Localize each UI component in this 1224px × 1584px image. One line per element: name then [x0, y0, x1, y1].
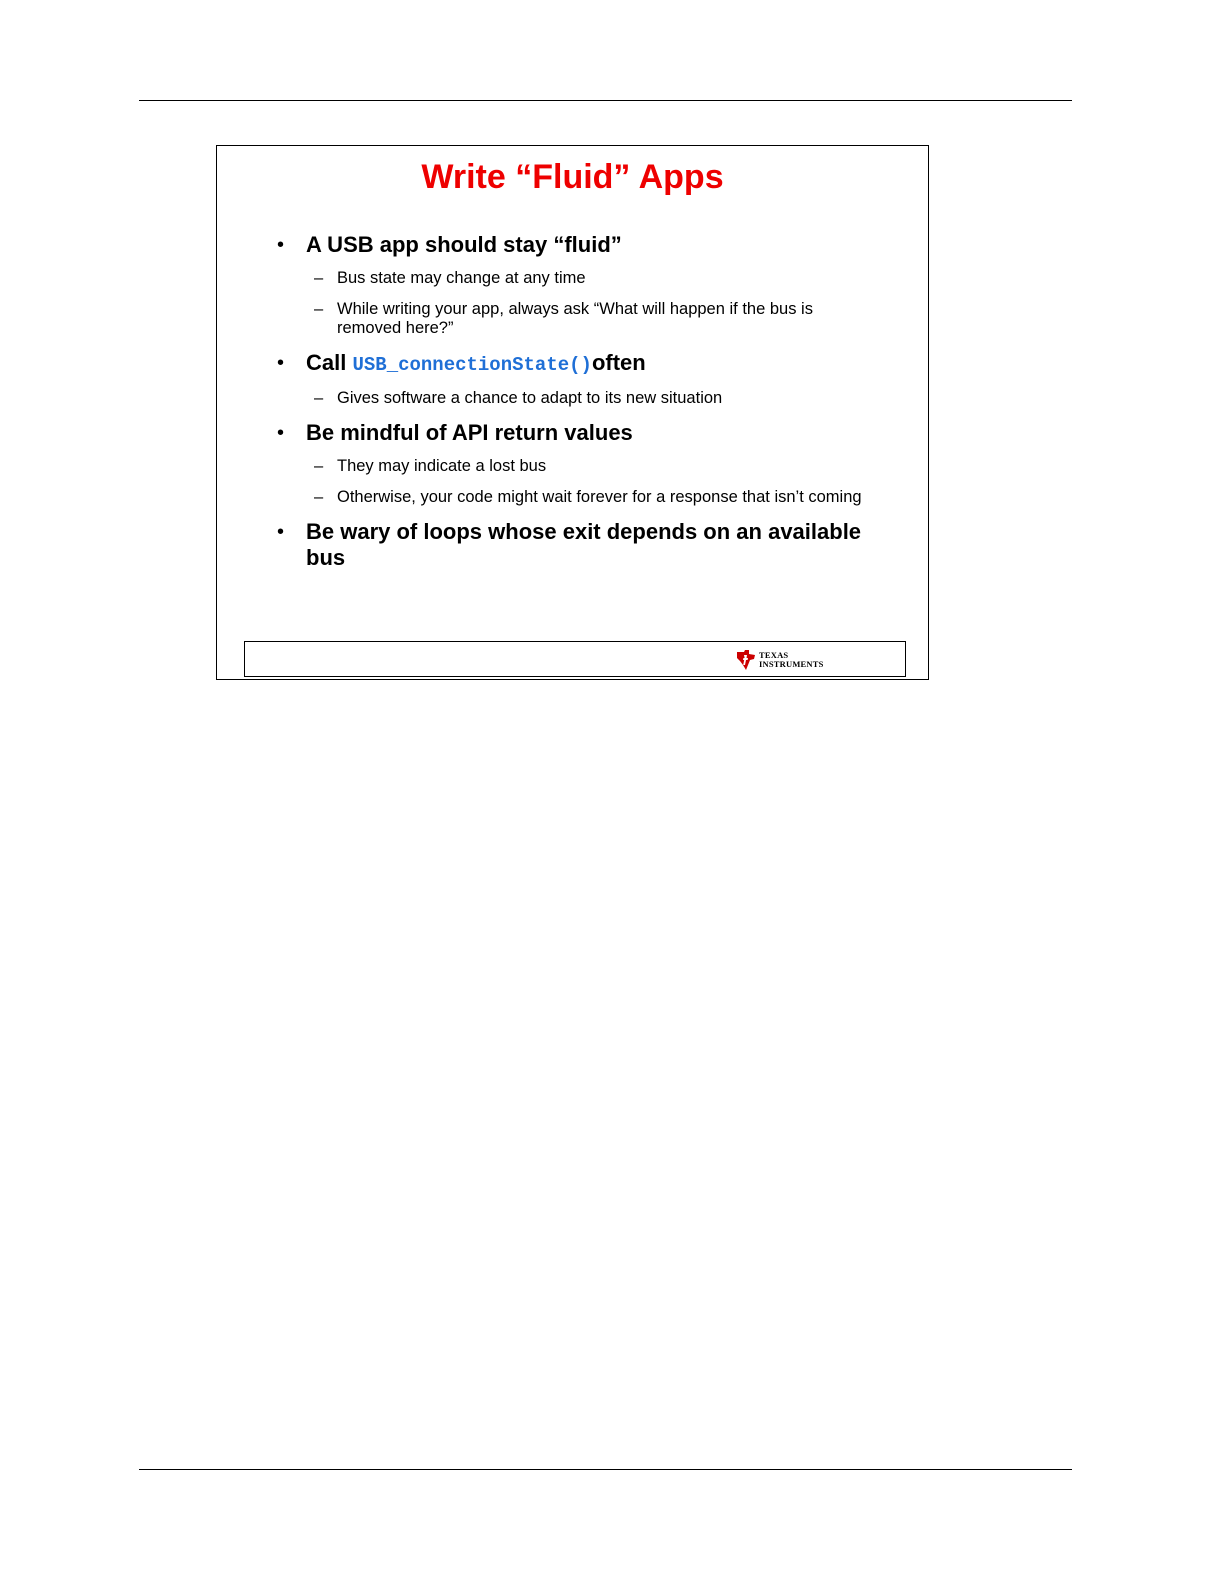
sub-list	[277, 389, 877, 408]
bullet-marker: •	[277, 422, 285, 444]
bullet-item	[277, 519, 877, 571]
logo-line-1: TEXAS	[759, 650, 789, 660]
dash-marker: –	[314, 488, 324, 506]
logo-wordmark	[759, 651, 824, 669]
code-snippet: USB_connectionState()	[352, 354, 592, 376]
sub-text: They may indicate a lost bus	[337, 457, 547, 475]
sub-item	[277, 457, 877, 476]
bullet-item	[277, 420, 877, 446]
sub-item	[277, 389, 877, 408]
sub-text: Bus state may change at any time	[337, 269, 586, 287]
bullet-item	[277, 232, 877, 258]
dash-marker: –	[314, 269, 324, 287]
dash-marker: –	[314, 457, 324, 475]
sub-item	[277, 300, 877, 338]
bullet-item	[277, 350, 877, 378]
sub-item	[277, 269, 877, 288]
dash-marker: –	[314, 300, 324, 318]
bullet-marker: •	[277, 352, 285, 374]
sub-text: Otherwise, your code might wait forever for a response that isn’t coming	[337, 488, 862, 506]
texas-instruments-logo-icon	[735, 649, 757, 671]
bullet-text-suffix: often	[591, 350, 646, 375]
bullet-marker: •	[277, 234, 285, 256]
sub-list	[277, 457, 877, 507]
dash-marker: –	[314, 389, 324, 407]
slide-footer	[244, 641, 906, 677]
bullet-text: A USB app should stay “fluid”	[306, 232, 622, 257]
bullet-marker: •	[277, 521, 285, 543]
slide-content	[277, 232, 877, 571]
logo-line-2: INSTRUMENTS	[759, 659, 824, 669]
bullet-text-prefix: Call	[306, 350, 347, 375]
sub-list	[277, 269, 877, 338]
sub-item	[277, 488, 877, 507]
slide-title: Write “Fluid” Apps	[421, 158, 724, 196]
sub-text: While writing your app, always ask “What will happen if the bus is removed here?”	[337, 300, 813, 337]
texas-instruments-logo	[735, 647, 824, 673]
bullet-text: Be wary of loops whose exit depends on an available bus	[306, 519, 862, 570]
footer-rule	[139, 1469, 1072, 1470]
header-rule	[139, 100, 1072, 101]
slide-frame	[216, 145, 929, 680]
bullet-text: Be mindful of API return values	[306, 420, 633, 445]
sub-text: Gives software a chance to adapt to its new situation	[337, 389, 723, 407]
